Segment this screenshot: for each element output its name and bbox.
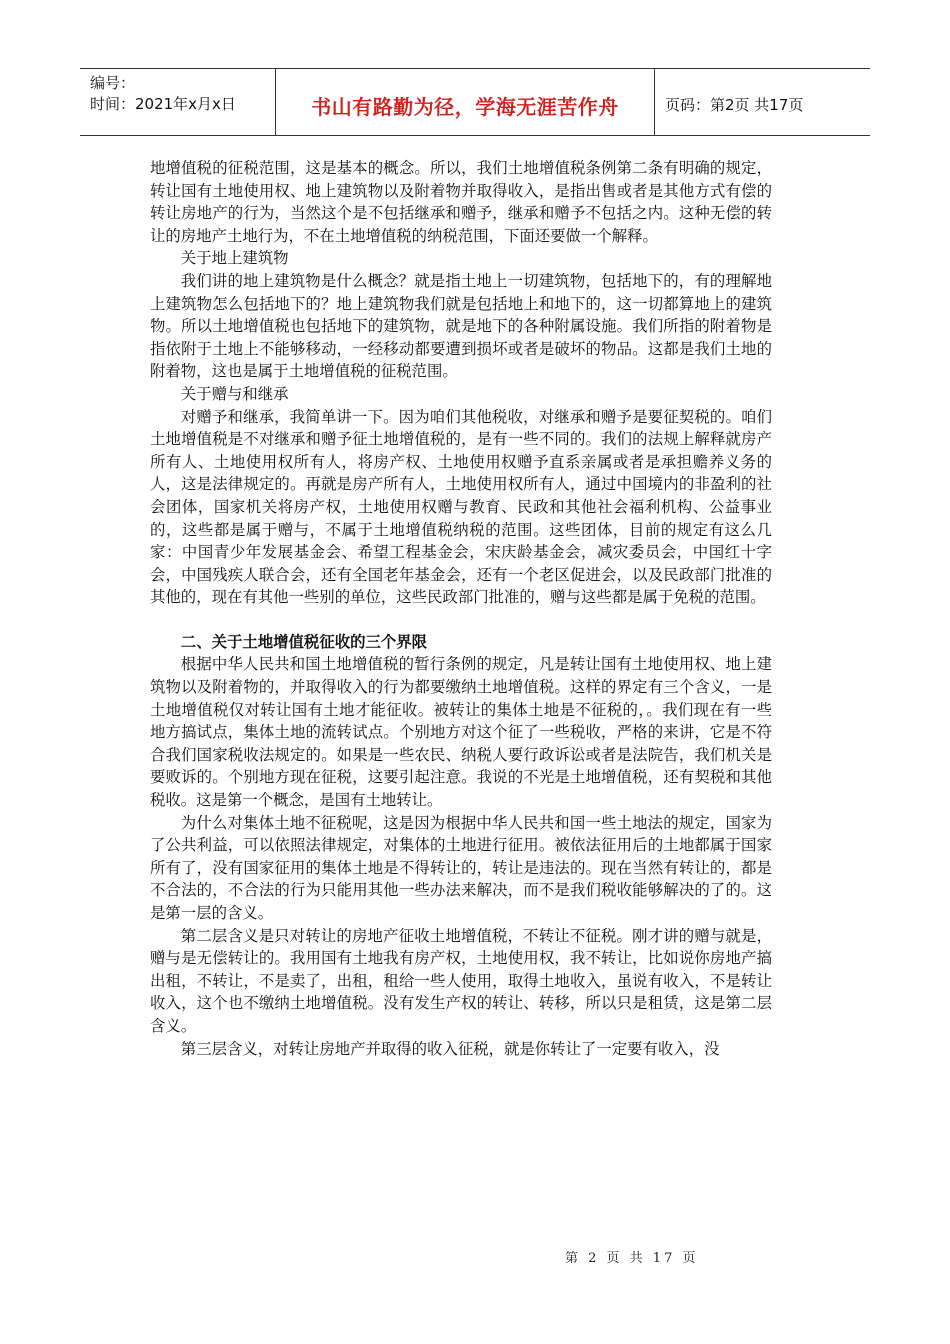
- document-code-label: 编号：: [90, 74, 136, 92]
- document-body: [150, 157, 772, 1060]
- header-meta: [90, 73, 236, 115]
- document-date: 时间：2021年x月x日: [90, 95, 236, 113]
- page-header: [80, 68, 870, 136]
- paragraph: 根据中华人民共和国土地增值税的暂行条例的规定，凡是转让国有土地使用权、地上建筑物以及附着物的，并取得收入的行为都要缴纳土地增值税。这样的界定有三个含义，一是土地增值税仅对转让国有土地才能征收。被转让的集体土地是不征税的，。我们现在有一些地方搞试点，集体土地的流转试点。个别地方对这个征了一些税收，严格的来讲，它是不符合我们国家税收法规定的。如果是一些农民、纳税人要行政诉讼或者是法院告，我们机关是要败诉的。个别地方现在征税，这要引起注意。我说的不光是土地增值税，还有契税和其他税收。这是第一个概念，是国有土地转让。: [150, 655, 772, 810]
- paragraph: 为什么对集体土地不征税呢，这是因为根据中华人民共和国一些土地法的规定，国家为了公共利益，可以依照法律规定，对集体的土地进行征用。被依法征用后的土地都属于国家所有了，没有国家征用的集体土地是不得转让的，转让是违法的。现在当然有转让的，都是不合法的，不合法的行为只能用其他一些办法来解决，而不是我们税收能够解决的了的。这是第一层的含义。: [150, 813, 772, 922]
- subsection-title: 关于地上建筑物: [180, 249, 289, 268]
- paragraph: 第二层含义是只对转让的房地产征收土地增值税，不转让不征税。刚才讲的赠与就是，赠与是无偿转让的。我用国有土地我有房产权，土地使用权，我不转让，比如说你房地产搞出租，不转让，不是卖了，出租，租给一些人使用，取得土地收入，虽说有收入，不是转让收入，这个也不缴纳土地增值税。没有发生产权的转让、转移，所以只是租赁，这是第二层含义。: [150, 926, 772, 1035]
- header-motto: 书山有路勤为径，学海无涯苦作舟: [311, 95, 619, 119]
- header-page-info: 页码：第2页 共17页: [665, 96, 804, 114]
- section-heading: 二、关于土地增值税征收的三个界限: [180, 632, 428, 651]
- paragraph: 第三层含义，对转让房地产并取得的收入征税，就是你转让了一定要有收入，没: [180, 1039, 720, 1058]
- paragraph: 地增值税的征税范围，这是基本的概念。所以，我们土地增值税条例第二条有明确的规定，转让国有土地使用权、地上建筑物以及附着物并取得收入，是指出售或者是其他方式有偿的转让房地产的行为，当然这个是不包括继承和赠予，继承和赠予不包括之内。这种无偿的转让的房地产土地行为，不在土地增值税的纳税范围，下面还要做一个解释。: [150, 159, 772, 245]
- subsection-title: 关于赠与和继承: [180, 384, 289, 403]
- paragraph: 对赠予和继承，我简单讲一下。因为咱们其他税收，对继承和赠予是要征契税的。咱们土地增值税是不对继承和赠予征土地增值税的，是有一些不同的。我们的法规上解释就房产所有人、土地使用权所有人，将房产权、土地使用权赠予直系亲属或者是承担赡养义务的人，这是法律规定的。再就是房产所有人，土地使用权所有人，通过中国境内的非盈利的社会团体，国家机关将房产权，土地使用权赠与教育、民政和其他社会福利机构、公益事业的，这些都是属于赠与，不属于土地增值税纳税的范围。这些团体，目前的规定有这么几家：中国青少年发展基金会、希望工程基金会，宋庆龄基金会，减灾委员会，中国红十字会，中国残疾人联合会，还有全国老年基金会，还有一个老区促进会，以及民政部门批准的其他的，现在有其他一些别的单位，这些民政部门批准的，赠与这些都是属于免税的范围。: [150, 407, 772, 607]
- header-divider: [654, 69, 655, 136]
- page-footer: 第 2 页 共 17 页: [565, 1251, 699, 1266]
- paragraph: 我们讲的地上建筑物是什么概念？就是指土地上一切建筑物，包括地下的，有的理解地上建筑物怎么包括地下的？地上建筑物我们就是包括地上和地下的，这一切都算地上的建筑物。所以土地增值税也包括地下的建筑物，就是地下的各种附属设施。我们所指的附着物是指依附于土地上不能够移动，一经移动都要遭到损坏或者是破坏的物品。这都是我们土地的附着物，这也是属于土地增值税的征税范围。: [150, 271, 772, 381]
